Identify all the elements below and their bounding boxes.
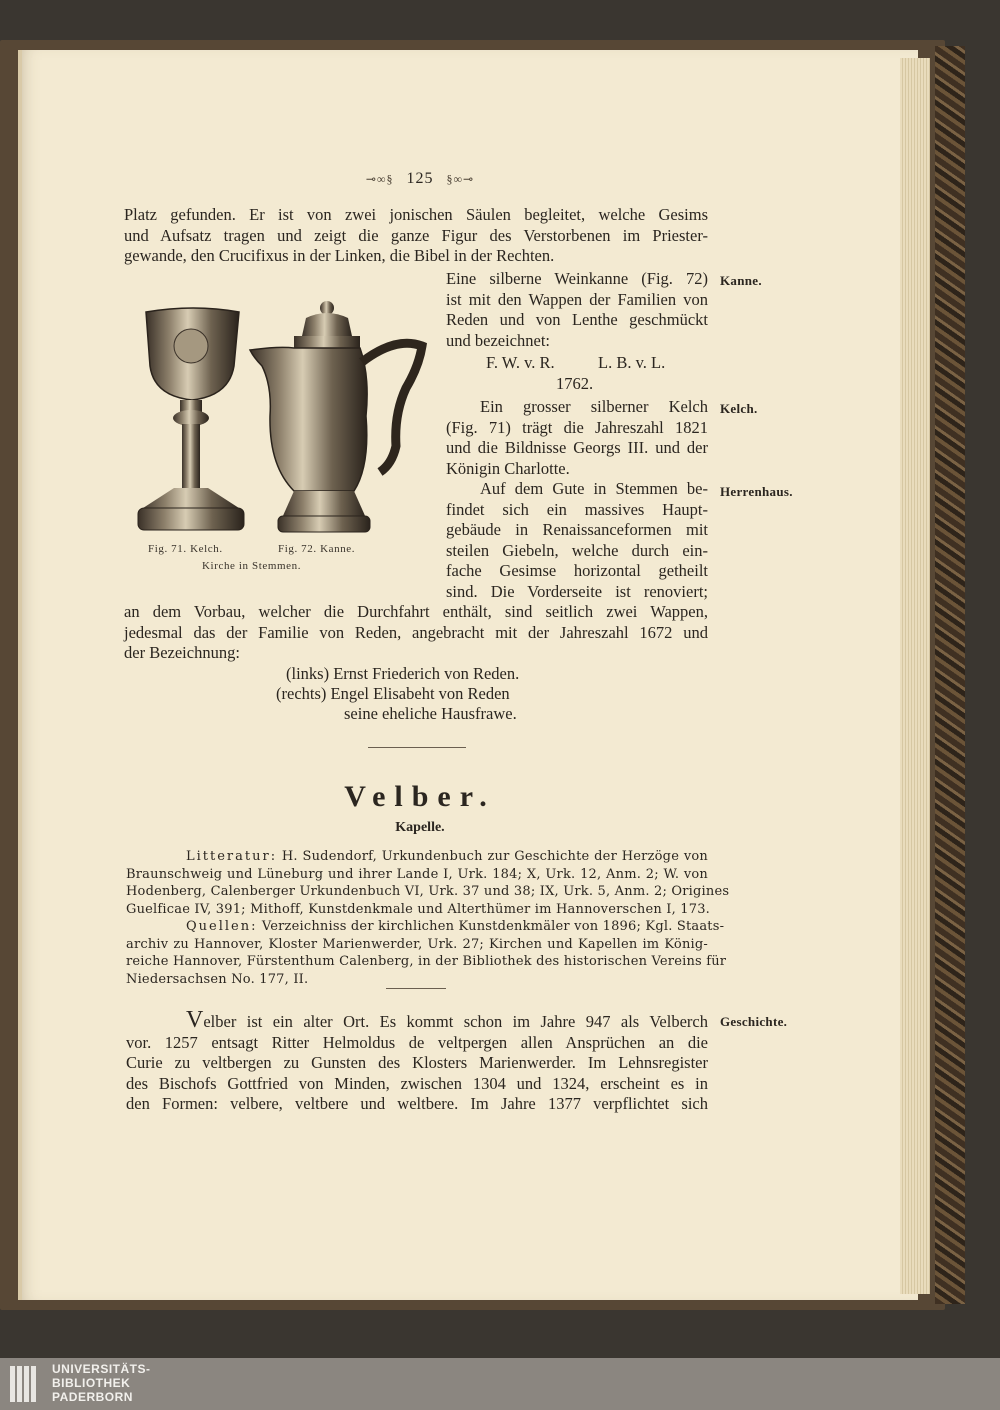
text-line: Reden und von Lenthe geschmückt bbox=[446, 310, 708, 329]
litteratur-block bbox=[126, 848, 730, 918]
text-line: gebäude in Renaissanceformen mit bbox=[446, 520, 708, 539]
gutter bbox=[18, 50, 22, 1300]
kanne-paragraph bbox=[446, 269, 708, 351]
text-line: vor. 1257 entsagt Ritter Helmoldus de veltpergen allen Ansprüchen an die bbox=[126, 1032, 708, 1052]
quellen-label: Quellen: bbox=[186, 919, 258, 934]
logo-line: BIBLIOTHEK bbox=[52, 1376, 131, 1390]
text-line: Eine silberne Weinkanne (Fig. 72) bbox=[446, 269, 708, 288]
text-line: gewande, den Crucifixus in der Linken, die Bibel in der Rechten. bbox=[124, 246, 555, 265]
section-divider-short bbox=[386, 988, 446, 989]
header-ornament-right: §∞⊸ bbox=[446, 172, 475, 186]
section-divider bbox=[368, 747, 466, 748]
history-paragraph bbox=[126, 1007, 708, 1115]
kanne-initials-right: L. B. v. L. bbox=[598, 353, 666, 372]
margin-note-herrenhaus: Herrenhaus. bbox=[720, 484, 793, 499]
text-line: Curie zu veltbergen zu Gunsten des Klosters Marienwerder. Im Lehnsregister bbox=[126, 1053, 708, 1072]
text-line: H. Sudendorf, Urkundenbuch zur Geschichte der Herzöge von bbox=[281, 849, 708, 864]
logo-line: UNIVERSITÄTS- bbox=[52, 1362, 151, 1376]
margin-note-kelch: Kelch. bbox=[720, 401, 758, 416]
text-line: den Formen: velbere, veltbere und weltbere. Im Jahre 1377 verpflichtet sich bbox=[126, 1094, 708, 1113]
page-edges bbox=[900, 58, 930, 1294]
text-line: archiv zu Hannover, Kloster Marienwerder, Urk. 27; Kirchen und Kapellen im König- bbox=[126, 936, 708, 952]
text-line: ist mit den Wappen der Familien von bbox=[446, 289, 708, 309]
figure-kelch-kanne bbox=[134, 296, 429, 542]
page-number: 125 bbox=[406, 170, 434, 187]
text-line: sind. Die Vorderseite ist renoviert; bbox=[446, 581, 708, 601]
text-line: elber ist ein alter Ort. Es kommt schon im Jahre 947 als Velberch bbox=[203, 1012, 708, 1031]
text-line: steilen Giebeln, welche durch ein- bbox=[446, 540, 708, 560]
text-line: (Fig. 71) trägt die Jahreszahl 1821 bbox=[446, 417, 708, 437]
inscription-line-2: (rechts) Engel Elisabeht von Reden bbox=[276, 684, 510, 703]
header-ornament-left: ⊸∞§ bbox=[365, 172, 394, 186]
caption-place: Kirche in Stemmen. bbox=[202, 560, 302, 572]
caption-kelch: Fig. 71. Kelch. bbox=[148, 543, 223, 555]
caption-kanne: Fig. 72. Kanne. bbox=[278, 543, 356, 555]
text-line: Platz gefunden. Er ist von zwei jonischen Säulen begleitet, welche Gesims bbox=[124, 205, 708, 224]
text-line: reiche Hannover, Fürstenthum Calenberg, in der Bibliothek des historischen Vereins für bbox=[126, 954, 727, 969]
text-line: an dem Vorbau, welcher die Durchfahrt enthält, sind seitlich zwei Wappen, bbox=[124, 602, 708, 621]
kanne-initials-left: F. W. v. R. bbox=[486, 353, 555, 372]
inscription-line-3: seine eheliche Hausfrawe. bbox=[344, 704, 517, 723]
text-line: findet sich ein massives Haupt- bbox=[446, 499, 708, 519]
text-line: Königin Charlotte. bbox=[446, 458, 570, 478]
text-line: und Aufsatz tragen und zeigt die ganze Figur des Verstorbenen im Priester- bbox=[124, 225, 708, 245]
text-line: Braunschweig und Lüneburg und ihrer Lande I, Urk. 184; X, Urk. 12, Anm. 2; W. von bbox=[126, 866, 708, 882]
text-line: und die Bildnisse Georgs III. und der bbox=[446, 438, 708, 457]
text-line: der Bezeichnung: bbox=[124, 643, 240, 662]
text-line: Niedersachsen No. 177, II. bbox=[126, 971, 309, 987]
text-line: Ein grosser silberner Kelch bbox=[480, 397, 708, 416]
kanne-year: 1762. bbox=[556, 374, 594, 393]
text-line: des Bischofs Gottfried von Minden, zwischen 1304 und 1324, erscheint es in bbox=[126, 1073, 708, 1093]
marbled-cover-edge bbox=[935, 46, 965, 1304]
litteratur-label: Litteratur: bbox=[186, 849, 278, 864]
text-line: fache Gesimse horizontal getheilt bbox=[446, 561, 708, 580]
inscription-line-1: (links) Ernst Friederich von Reden. bbox=[286, 664, 520, 683]
margin-note-kanne: Kanne. bbox=[720, 273, 762, 288]
drop-cap: V bbox=[186, 1007, 204, 1033]
page-header bbox=[330, 170, 510, 188]
text-line: Verzeichniss der kirchlichen Kunstdenkmäler von 1896; Kgl. Staats- bbox=[261, 919, 725, 934]
margin-note-geschichte: Geschichte. bbox=[720, 1014, 788, 1029]
kelch-paragraph bbox=[446, 397, 708, 479]
library-logo-icon bbox=[10, 1366, 44, 1402]
text-line: Hodenberg, Calenberger Urkundenbuch VI, Urk. 37 und 38; IX, Urk. 5, Anm. 2; Origines bbox=[126, 884, 730, 899]
chalice-illustration bbox=[138, 308, 244, 530]
quellen-block bbox=[126, 918, 727, 988]
herrenhaus-paragraph bbox=[446, 479, 708, 602]
text-line: Auf dem Gute in Stemmen be- bbox=[480, 479, 708, 498]
text-line: und bezeichnet: bbox=[446, 330, 550, 350]
library-footer bbox=[0, 1358, 1000, 1410]
section-title: Velber. bbox=[344, 780, 496, 813]
text-line: Guelficae IV, 391; Mithoff, Kunstdenkmale und Alterthümer im Hannoverschen I, 173. bbox=[126, 901, 710, 917]
logo-line: PADERBORN bbox=[52, 1390, 133, 1404]
continuation-paragraph bbox=[124, 602, 708, 664]
library-logo-text bbox=[52, 1362, 151, 1404]
text-line: jedesmal das der Familie von Reden, angebracht mit der Jahreszahl 1672 und bbox=[124, 622, 708, 642]
intro-paragraph bbox=[124, 205, 708, 267]
section-subtitle: Kapelle. bbox=[395, 820, 445, 835]
jug-illustration bbox=[250, 301, 422, 532]
